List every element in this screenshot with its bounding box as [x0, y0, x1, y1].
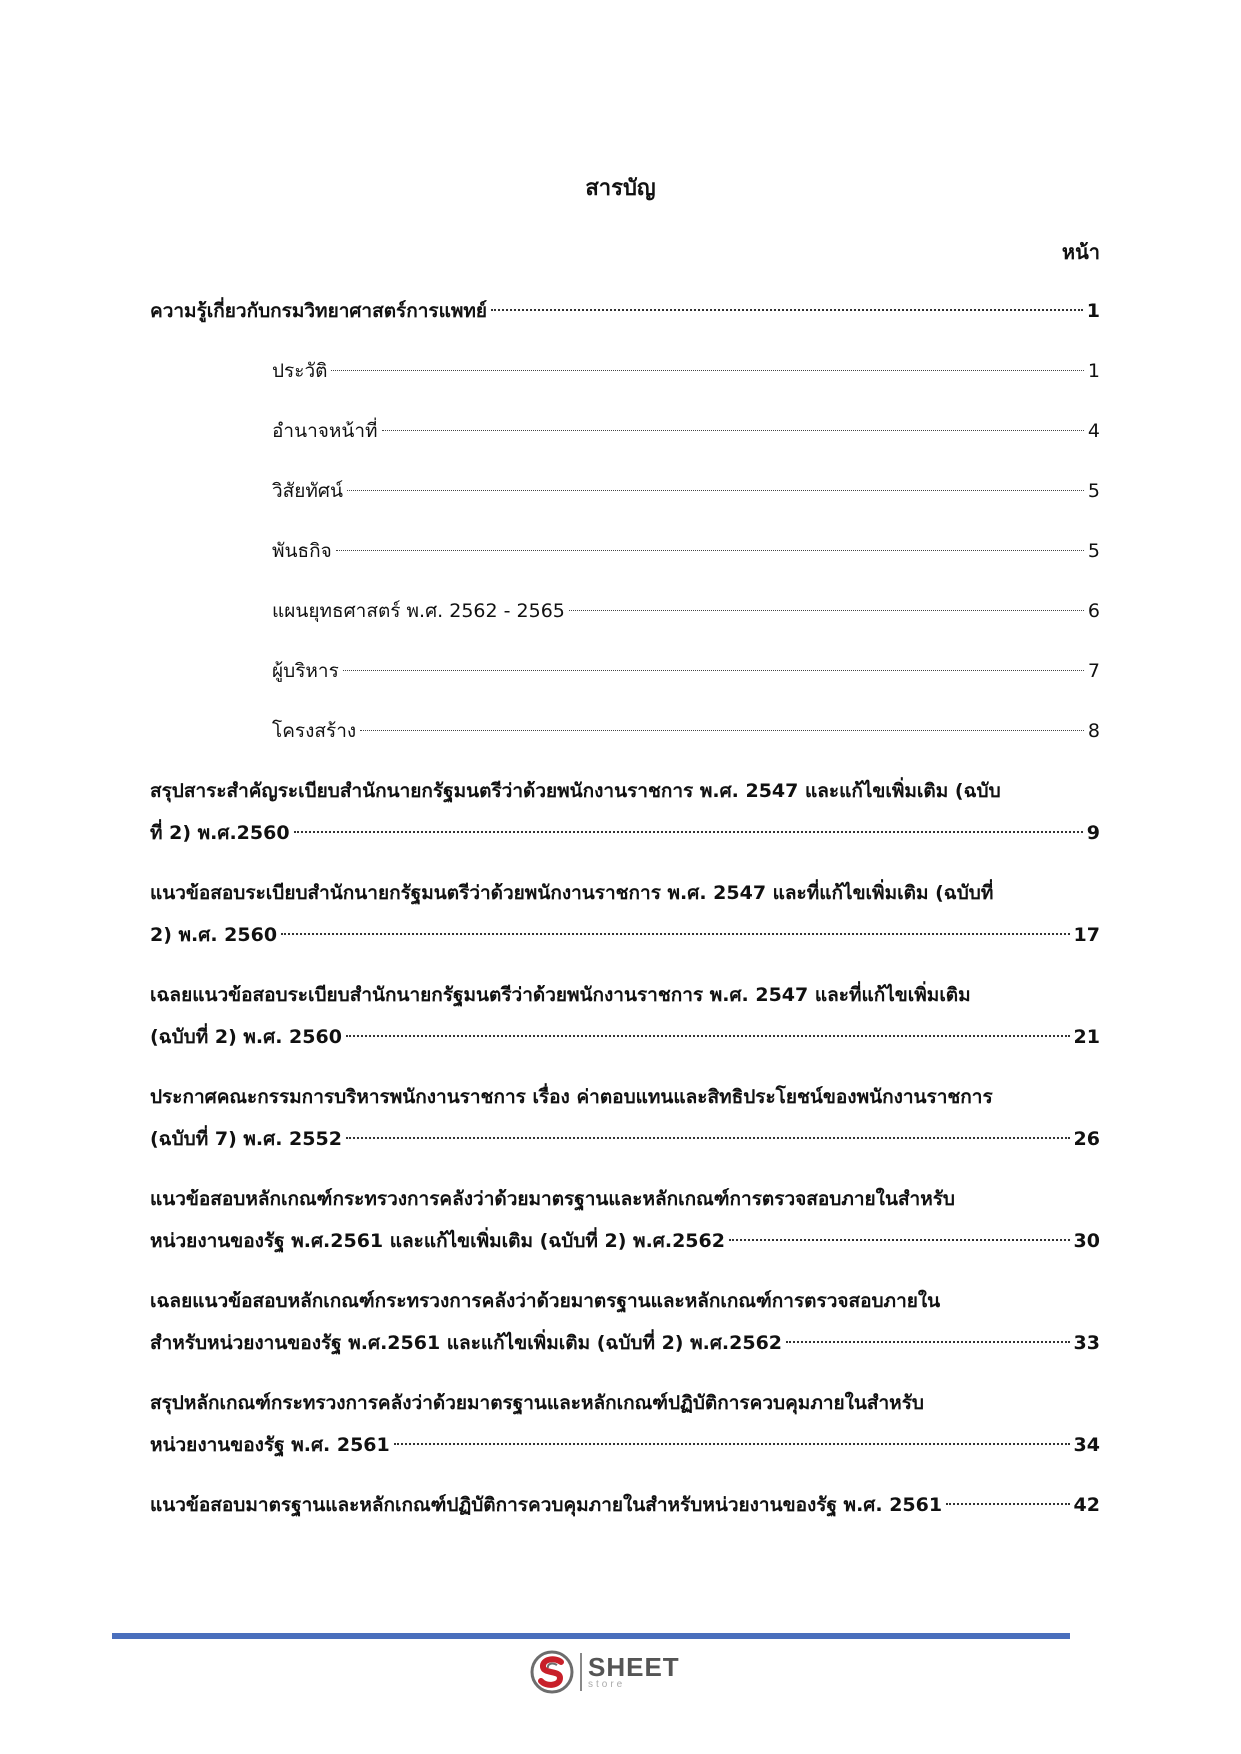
toc-dot-leader [786, 1341, 1070, 1343]
toc-dot-leader [382, 430, 1084, 431]
toc-entry-text: หน่วยงานของรัฐ พ.ศ. 2561 [150, 1434, 390, 1456]
toc-entry-text: (ฉบับที่ 2) พ.ศ. 2560 [150, 1026, 342, 1048]
toc-entry-line [150, 1016, 1100, 1058]
toc-entry-line [272, 350, 1100, 392]
toc-entry-line [150, 914, 1100, 956]
toc-entry-text: สำหรับหน่วยงานของรัฐ พ.ศ.2561 และแก้ไขเพิ่มเติม (ฉบับที่ 2) พ.ศ.2562 [150, 1332, 783, 1354]
toc-entry-text: (ฉบับที่ 7) พ.ศ. 2552 [150, 1128, 342, 1150]
toc-page-number: 5 [1087, 540, 1100, 562]
toc-page-number: 21 [1073, 1026, 1100, 1048]
toc-page-number: 4 [1087, 420, 1100, 442]
toc-dot-leader [946, 1503, 1069, 1505]
toc-dot-leader [729, 1239, 1070, 1241]
toc-page-number: 7 [1087, 660, 1100, 682]
toc-dot-leader [346, 1035, 1070, 1037]
toc-entry-line [272, 470, 1100, 512]
toc-entry-text: แนวข้อสอบมาตรฐานและหลักเกณฑ์ปฏิบัติการควบคุมภายในสำหรับหน่วยงานของรัฐ พ.ศ. 2561 [150, 1494, 943, 1516]
toc-subentry [150, 530, 1100, 572]
toc-page-number: 6 [1087, 600, 1100, 622]
toc-subentry [150, 470, 1100, 512]
toc-entry [150, 290, 1100, 332]
toc-entry-text: ประวัติ [272, 360, 328, 382]
toc-dot-leader [346, 1137, 1070, 1139]
toc-dot-leader [491, 309, 1083, 311]
toc-page-number: 33 [1073, 1332, 1100, 1354]
toc-dot-leader [294, 831, 1083, 833]
toc-entry-text: พันธกิจ [272, 540, 332, 562]
sheet-store-logo-icon [530, 1650, 574, 1694]
toc-entry-line [150, 812, 1100, 854]
footer-rule [112, 1633, 1070, 1639]
toc-entry-line [150, 1424, 1100, 1466]
toc-entry [150, 1484, 1100, 1526]
toc-subentry [150, 650, 1100, 692]
toc-page-number: 8 [1087, 720, 1100, 742]
toc-subentry [150, 710, 1100, 752]
toc-entry-line [272, 650, 1100, 692]
toc-entry-line [150, 290, 1100, 332]
toc-entry-text: โครงสร้าง [272, 720, 357, 742]
toc-entry-text: แผนยุทธศาสตร์ พ.ศ. 2562 - 2565 [272, 600, 565, 622]
toc-entry [150, 1076, 1100, 1160]
toc-page-number: 1 [1087, 360, 1100, 382]
toc-entry-line [150, 1484, 1100, 1526]
toc-entry [150, 974, 1100, 1058]
logo-subword: store [588, 1679, 626, 1690]
toc-dot-leader [331, 370, 1083, 371]
toc-entry [150, 1178, 1100, 1262]
toc-entry-text-line1: แนวข้อสอบหลักเกณฑ์กระทรวงการคลังว่าด้วยมาตรฐานและหลักเกณฑ์การตรวจสอบภายในสำหรับ [150, 1188, 955, 1210]
toc-dot-leader [569, 610, 1084, 611]
toc-entry [150, 770, 1100, 854]
toc-dot-leader [281, 933, 1070, 935]
toc-subentry [150, 590, 1100, 632]
toc-entry-text: อำนาจหน้าที่ [272, 420, 378, 442]
toc-page-number: 1 [1086, 300, 1100, 322]
toc-dot-leader [336, 550, 1084, 551]
logo-text [588, 1654, 680, 1690]
toc-entry-text-line1: แนวข้อสอบระเบียบสำนักนายกรัฐมนตรีว่าด้วยพนักงานราชการ พ.ศ. 2547 และที่แก้ไขเพิ่มเติม (ฉบับที่ [150, 882, 994, 904]
sheet-store-logo [530, 1650, 680, 1694]
toc-dot-leader [343, 670, 1084, 671]
toc-dot-leader [360, 730, 1084, 731]
toc-entry-line [272, 410, 1100, 452]
toc-entry-text-line1: สรุปสาระสำคัญระเบียบสำนักนายกรัฐมนตรีว่าด้วยพนักงานราชการ พ.ศ. 2547 และแก้ไขเพิ่มเติม (ฉบับ [150, 780, 1001, 802]
table-of-contents [150, 290, 1100, 1544]
toc-entry [150, 1382, 1100, 1466]
toc-page-number: 17 [1073, 924, 1100, 946]
toc-entry-text: ผู้บริหาร [272, 660, 339, 682]
logo-divider [580, 1653, 582, 1691]
toc-entry-text: 2) พ.ศ. 2560 [150, 924, 278, 946]
toc-entry-text: หน่วยงานของรัฐ พ.ศ.2561 และแก้ไขเพิ่มเติม (ฉบับที่ 2) พ.ศ.2562 [150, 1230, 725, 1252]
logo-word: SHEET [588, 1652, 680, 1682]
toc-page-number: 5 [1087, 480, 1100, 502]
toc-title: สารบัญ [585, 176, 656, 201]
toc-entry [150, 872, 1100, 956]
toc-entry-text-line1: เฉลยแนวข้อสอบระเบียบสำนักนายกรัฐมนตรีว่าด้วยพนักงานราชการ พ.ศ. 2547 และที่แก้ไขเพิ่มเติม [150, 984, 971, 1006]
toc-entry-text-line1: เฉลยแนวข้อสอบหลักเกณฑ์กระทรวงการคลังว่าด้วยมาตรฐานและหลักเกณฑ์การตรวจสอบภายใน [150, 1290, 941, 1312]
toc-entry-text: วิสัยทัศน์ [272, 480, 343, 502]
toc-page-number: 9 [1086, 822, 1100, 844]
toc-subentry [150, 350, 1100, 392]
toc-entry [150, 1280, 1100, 1364]
toc-entry-text: ความรู้เกี่ยวกับกรมวิทยาศาสตร์การแพทย์ [150, 300, 488, 322]
toc-entry-line [150, 1322, 1100, 1364]
toc-entry-text: ที่ 2) พ.ศ.2560 [150, 822, 290, 844]
toc-entry-line [272, 710, 1100, 752]
toc-page-number: 42 [1073, 1494, 1100, 1516]
toc-page-number: 26 [1073, 1128, 1100, 1150]
page-column-header: หน้า [1061, 240, 1100, 264]
toc-subentry [150, 410, 1100, 452]
toc-entry-text-line1: ประกาศคณะกรรมการบริหารพนักงานราชการ เรื่อง ค่าตอบแทนและสิทธิประโยชน์ของพนักงานราชการ [150, 1086, 993, 1108]
toc-dot-leader [347, 490, 1084, 491]
toc-entry-line [150, 1118, 1100, 1160]
toc-page-number: 34 [1073, 1434, 1100, 1456]
toc-entry-text-line1: สรุปหลักเกณฑ์กระทรวงการคลังว่าด้วยมาตรฐานและหลักเกณฑ์ปฏิบัติการควบคุมภายในสำหรับ [150, 1392, 924, 1414]
toc-page-number: 30 [1073, 1230, 1100, 1252]
toc-dot-leader [394, 1443, 1070, 1445]
toc-entry-line [150, 1220, 1100, 1262]
toc-entry-line [272, 590, 1100, 632]
toc-entry-line [272, 530, 1100, 572]
